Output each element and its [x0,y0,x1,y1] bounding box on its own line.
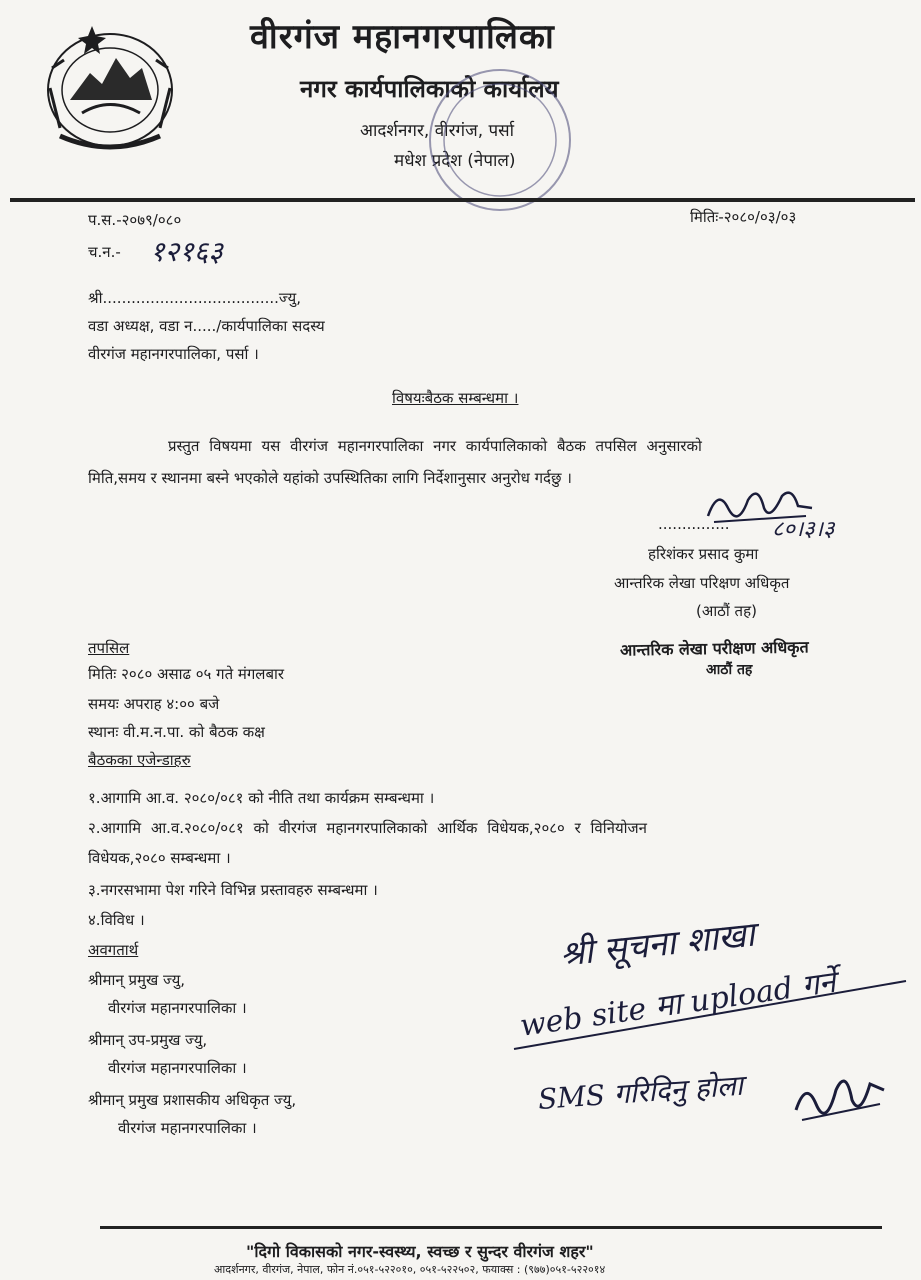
footer-slogan: "दिगो विकासको नगर-स्वस्थ्य, स्वच्छ र सुन्दर वीरगंज शहर" [246,1242,594,1261]
cc-recipient-3: श्रीमान् प्रमुख प्रशासकीय अधिकृत ज्यु, [88,1091,297,1109]
agenda-item-1: १.आगामि आ.व. २०८०/०८१ को नीति तथा कार्यक्रम सम्बन्धमा । [88,789,435,807]
designation-stamp-line-2: आठौं तह [706,662,753,678]
agenda-heading: बैठकका एजेन्डाहरु [88,751,191,769]
header-rule [10,198,915,202]
signature-dots: ............... [658,515,730,533]
office-stamp [420,60,580,220]
note-signature [790,1060,890,1130]
agenda-item-2: २.आगामि आ.व.२०८०/०८१ को वीरगंज महानगरपालिकाको आर्थिक विधेयक,२०८० र विनियोजन [88,819,647,837]
signatory-name: हरिशंकर प्रसाद कुमा [648,545,759,563]
recipient-line-3: वीरगंज महानगरपालिका, पर्सा । [88,345,259,363]
footer-contact: आदर्शनगर, वीरगंज, नेपाल, फोन नं.०५१-५२२०१०, ०५१-५२२५०२, फयाक्स : (९७७)०५१-५२२०१४ [214,1263,606,1276]
letter-date: मितिः-२०८०/०३/०३ [690,208,797,226]
schedule-heading: तपसिल [88,639,130,657]
handwritten-note-line-3: SMS गरिदिनु होला [536,1068,745,1116]
recipient-line-2: वडा अध्यक्ष, वडा न...../कार्यपालिका सदस्य [88,317,325,335]
body-line-1: प्रस्तुत विषयमा यस वीरगंज महानगरपालिका नगर कार्यपालिकाको बैठक तपसिल अनुसारको [168,437,702,455]
designation-stamp-line-1: आन्तरिक लेखा परीक्षण अधिकृत [619,637,809,660]
reference-number: प.स.-२०७९/०८० [88,211,182,229]
cc-recipient-3-office: वीरगंज महानगरपालिका । [118,1119,257,1137]
cc-recipient-1: श्रीमान् प्रमुख ज्यु, [88,971,186,989]
footer-rule [100,1226,882,1229]
schedule-place: स्थानः वी.म.न.पा. को बैठक कक्ष [88,723,265,741]
cc-recipient-2-office: वीरगंज महानगरपालिका । [108,1059,247,1077]
schedule-date: मितिः २०८० असाढ ०५ गते मंगलबार [88,665,285,683]
cc-heading: अवगतार्थ [88,941,139,959]
agenda-item-2-cont: विधेयक,२०८० सम्बन्धमा । [88,849,231,867]
handwritten-underline [510,975,910,1055]
letterhead-address: आदर्शनगर, वीरगंज, पर्सा [360,121,515,141]
letterhead-office: नगर कार्यपालिकाको कार्यालय [300,75,559,103]
handwritten-note-line-2: web site मा upload गर्ने [517,964,838,1044]
cc-recipient-2: श्रीमान् उप-प्रमुख ज्यु, [88,1031,208,1049]
letterhead-province: मधेश प्रदेश (नेपाल) [394,151,516,171]
subject-line: विषयःबैठक सम्बन्धमा । [392,389,519,407]
agenda-item-4: ४.विविध । [88,911,145,929]
cc-recipient-1-office: वीरगंज महानगरपालिका । [108,999,247,1017]
recipient-line-1: श्री.....................................ज्यु, [88,289,301,307]
signature-date: ८०।३।३ [772,517,835,542]
signatory-level: (आठौं तह) [696,602,757,620]
agenda-item-3: ३.नगरसभामा पेश गरिने विभिन्न प्रस्तावहरु सम्बन्धमा । [88,881,378,899]
dispatch-number: १२१६३ [150,235,223,268]
dispatch-label: च.न.- [88,243,121,261]
letterhead-title: वीरगंज महानगरपालिका [250,17,555,57]
schedule-time: समयः अपराह ४:०० बजे [88,695,220,713]
municipality-emblem [30,18,190,158]
handwritten-note-line-1: श्री सूचना शाखा [558,914,757,975]
body-line-2: मिति,समय र स्थानमा बस्ने भएकोले यहांको उपस्थितिका लागि निर्देशानुसार अनुरोध गर्दछु । [88,469,572,487]
signatory-designation: आन्तरिक लेखा परिक्षण अधिकृत [614,574,790,592]
